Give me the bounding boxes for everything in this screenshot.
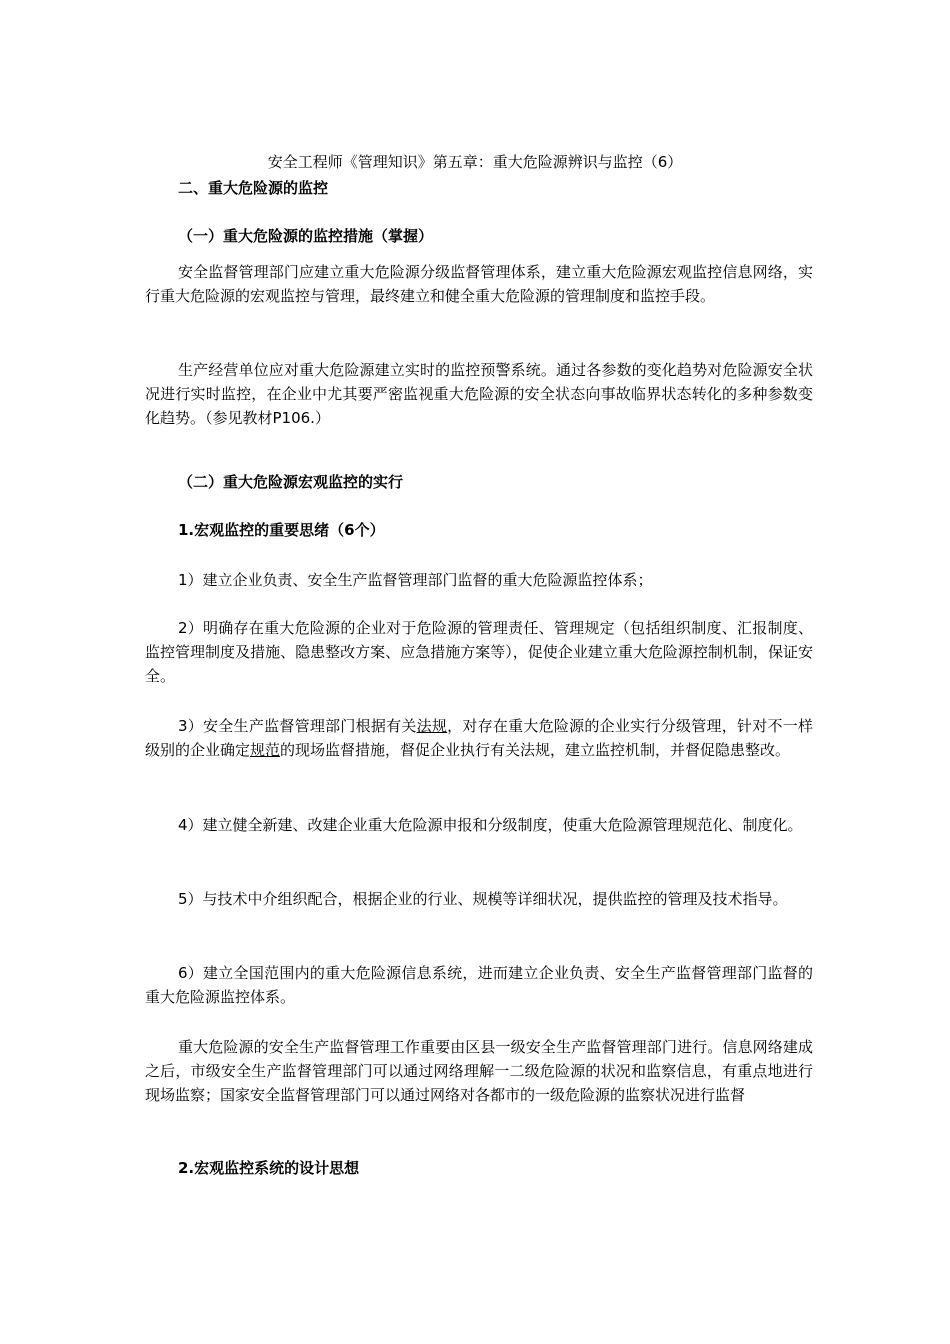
list-item-3 bbox=[145, 714, 813, 762]
list-item-1: 1）建立企业负责、安全生产监督管理部门监督的重大危险源监控体系； bbox=[178, 571, 653, 589]
paragraph-supervision-system: 安全监督管理部门应建立重大危险源分级监督管理体系，建立重大危险源宏观监控信息网络，实行重大危险源的宏观监控与管理，最终建立和健全重大危险源的管理制度和监控手段。 bbox=[145, 263, 813, 305]
regulations-link[interactable]: 法规 bbox=[416, 717, 448, 735]
standards-link[interactable]: 规范 bbox=[250, 741, 281, 759]
subsection-heading-implementation: （二）重大危险源宏观监控的实行 bbox=[178, 473, 404, 491]
list-item-3-text-a: 3）安全生产监督管理部门根据有关 bbox=[178, 717, 417, 735]
paragraph-early-warning: 生产经营单位应对重大危险源建立实时的监控预警系统。通过各参数的变化趋势对危险源安全状况进行实时监控，在企业中尤其要严密监视重大危险源的安全状态向事故临界状态转化的多种参数变化趋势。（参见教材P106.） bbox=[145, 361, 813, 427]
subsection-heading-measures: （一）重大危险源的监控措施（掌握） bbox=[178, 227, 434, 245]
document-title: 安全工程师《管理知识》第五章：重大危险源辨识与监控（6） bbox=[267, 153, 683, 171]
list-item-5: 5）与技术中介组织配合，根据企业的行业、规模等详细状况，提供监控的管理及技术指导。 bbox=[178, 890, 788, 908]
list-item-3-text-c: 的现场监督措施，督促企业执行有关法规，建立监控机制，并督促隐患整改。 bbox=[280, 741, 791, 759]
list-item-2: 2）明确存在重大危险源的企业对于危险源的管理责任、管理规定（包括组织制度、汇报制度、监控管理制度及措施、隐患整改方案、应急措施方案等），促使企业建立重大危险源控制机制，保证安全。 bbox=[145, 619, 813, 685]
paragraph-district-supervision: 重大危险源的安全生产监督管理工作重要由区县一级安全生产监督管理部门进行。信息网络建成之后，市级安全生产监督管理部门可以通过网络理解一二级危险源的状况和监察信息，有重点地进行现场监察；国家安全监督管理部门可以通过网络对各都市的一级危险源的监察状况进行监督 bbox=[145, 1038, 813, 1104]
heading-key-ideas: 1.宏观监控的重要思绪（6个） bbox=[178, 521, 385, 539]
list-item-3-text-b: ，对存在重大危险源的企业实行分级管理，针对不一样级别的企业确定 bbox=[145, 717, 813, 759]
list-item-6: 6）建立全国范围内的重大危险源信息系统，进而建立企业负责、安全生产监督管理部门监督的重大危险源监控体系。 bbox=[145, 964, 813, 1006]
list-item-4: 4）建立健全新建、改建企业重大危险源申报和分级制度，使重大危险源管理规范化、制度化。 bbox=[178, 816, 803, 834]
heading-design-idea: 2.宏观监控系统的设计思想 bbox=[178, 1159, 360, 1177]
section-heading-monitoring: 二、重大危险源的监控 bbox=[178, 179, 329, 197]
